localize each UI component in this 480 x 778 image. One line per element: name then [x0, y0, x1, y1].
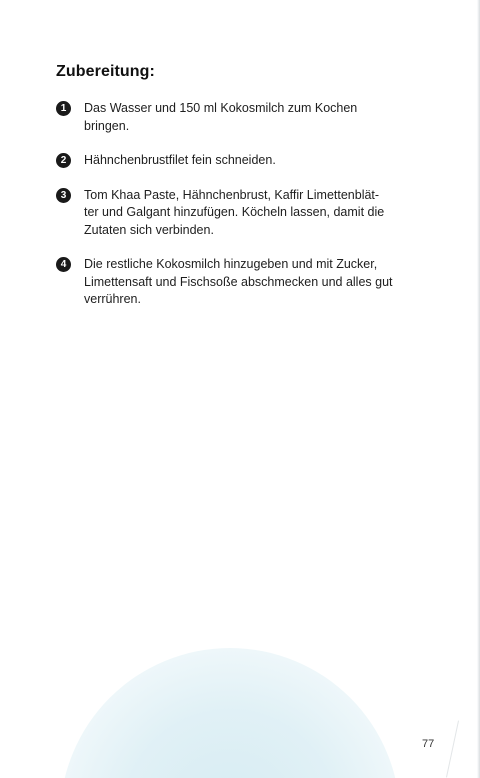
step-text — [84, 100, 436, 135]
step-number-badge: 2 — [56, 153, 71, 168]
step-line: Limettensaft und Fischsoße abschmecken und alles gut — [84, 274, 393, 289]
step-number-badge: 1 — [56, 101, 71, 116]
step-line: verrühren. — [84, 292, 141, 306]
page-number: 77 — [422, 738, 435, 750]
background-tint-circle — [60, 648, 400, 778]
page-scratch-mark — [446, 721, 459, 778]
step-line: Die restliche Kokosmilch hinzugeben und mit Zucker, — [84, 257, 378, 271]
instruction-step — [56, 152, 436, 170]
step-line: Hähnchenbrustfilet fein schneiden. — [84, 153, 276, 167]
step-line: ter und Galgant hinzufügen. Köcheln lassen, damit die — [84, 205, 385, 219]
step-line: bringen. — [84, 118, 130, 133]
section-heading: Zubereitung: — [56, 63, 155, 80]
step-number-badge: 4 — [56, 257, 71, 272]
step-text — [84, 256, 436, 309]
step-text — [84, 187, 436, 240]
instruction-step — [56, 256, 436, 309]
instruction-step — [56, 100, 436, 135]
instruction-list — [56, 100, 436, 326]
step-line: Tom Khaa Paste, Hähnchenbrust, Kaffir Limettenblät- — [84, 187, 380, 202]
step-number-badge: 3 — [56, 188, 71, 203]
step-line: Zutaten sich verbinden. — [84, 222, 214, 237]
instruction-step — [56, 187, 436, 240]
step-text — [84, 152, 436, 170]
step-line: Das Wasser und 150 ml Kokosmilch zum Kochen — [84, 101, 358, 115]
